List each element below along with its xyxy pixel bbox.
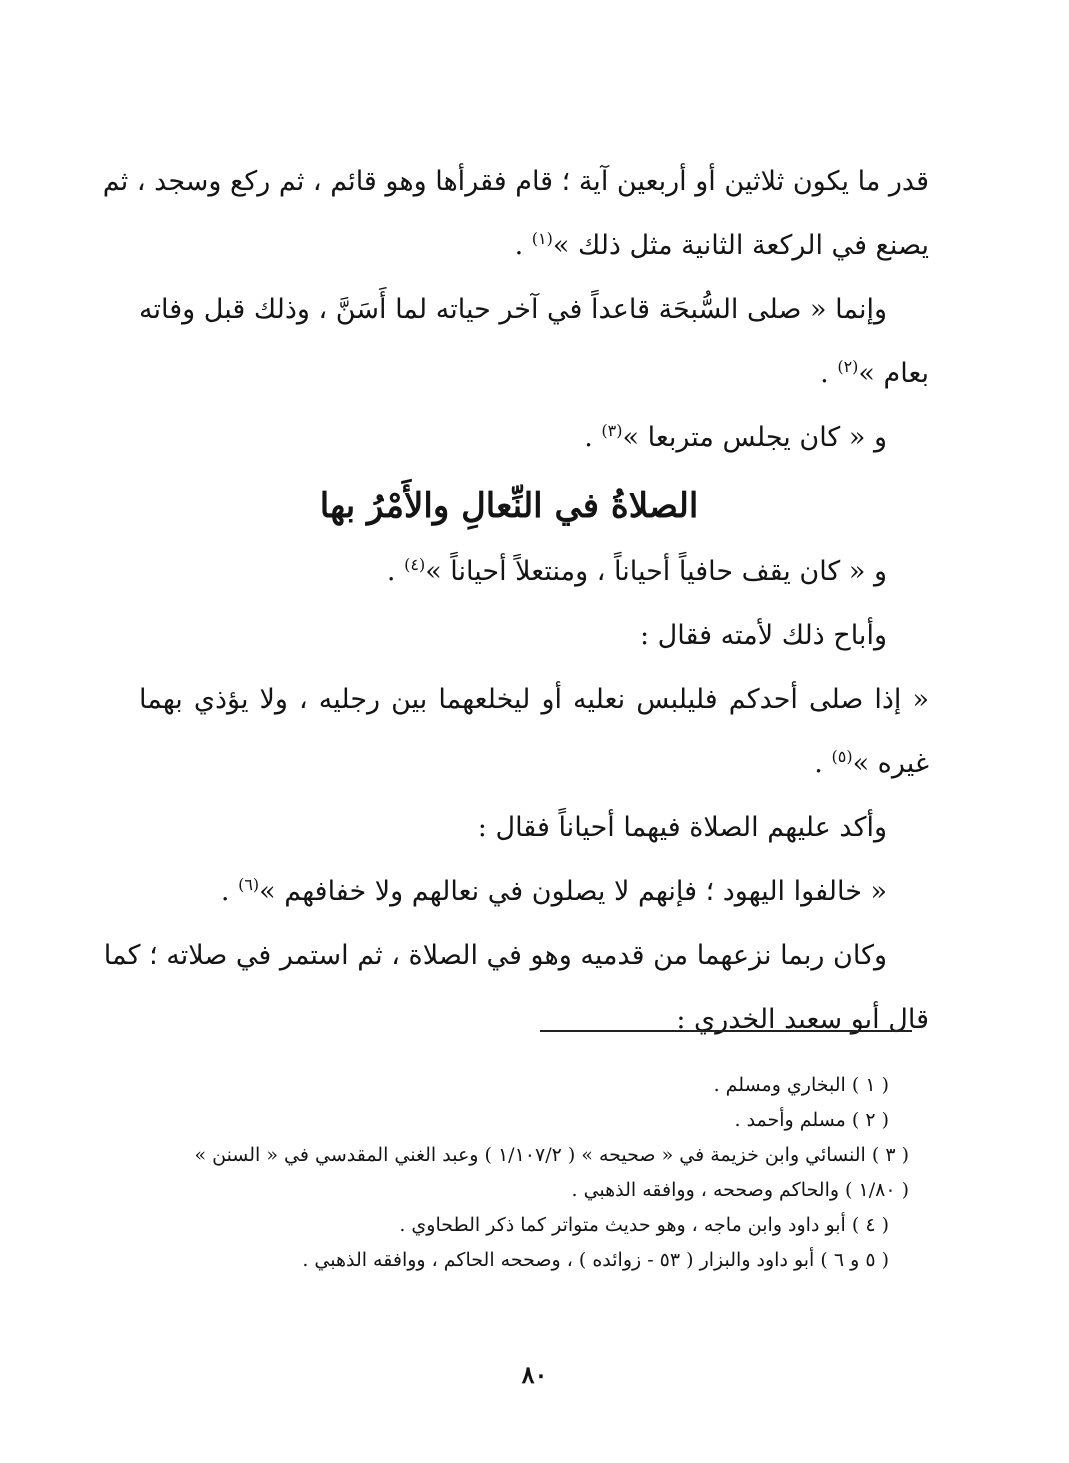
text-line (103, 924, 929, 988)
punctuation: . (514, 230, 524, 261)
main-text (102, 150, 929, 1052)
footnote-ref: (١) (531, 229, 553, 248)
punctuation: . (386, 556, 396, 587)
text-line (139, 342, 929, 406)
footnote-item: ( ٥ و ٦ ) أبو داود والبزار ( ٥٣ - زوائده ) ، وصححه الحاكم ، ووافقه الذهبي . (302, 1249, 889, 1271)
footnote-item: ( ٣ ) النسائي وابن خزيمة في « صحيحه » ( ١/١٠٧/٢ ) وعبد الغني المقدسي في « السنن » (194, 1144, 909, 1166)
footnotes (129, 1068, 909, 1278)
text-line (139, 406, 929, 470)
footnote-item: ( ١ ) البخاري ومسلم . (713, 1074, 889, 1096)
punctuation: . (584, 422, 593, 453)
text-line (139, 988, 929, 1052)
text-line (139, 860, 929, 924)
text-span: وأكد عليهم الصلاة فيهما أحياناً فقال : (477, 812, 887, 843)
punctuation: . (814, 748, 823, 779)
text-span: بعام » (858, 358, 929, 389)
page-number: ٨٠ (521, 1360, 548, 1389)
text-line (139, 796, 929, 860)
text-span: وكان ربما نزعهما من قدميه وهو في الصلاة ، ثم استمر في صلاته ؛ كما (103, 940, 887, 971)
text-span: قدر ما يكون ثلاثين أو أربعين آية ؛ قام فقرأها وهو قائم ، ثم ركع وسجد ، ثم (102, 166, 929, 197)
text-line (139, 540, 929, 604)
text-line (139, 278, 929, 342)
footnote-ref: (٣) (601, 421, 623, 440)
section-heading: الصلاةُ في النِّعالِ والأَمْرُ بها (319, 486, 699, 526)
footnote-ref: (٤) (404, 555, 426, 574)
footnote-item: ( ٤ ) أبو داود وابن ماجه ، وهو حديث متواتر كما ذكر الطحاوي . (399, 1214, 889, 1236)
footnote-ref: (٢) (837, 357, 859, 376)
text-line (102, 150, 929, 214)
punctuation: . (220, 876, 230, 907)
text-span: غيره » (852, 748, 929, 779)
text-span: و « كان يقف حافياً أحياناً ، ومنتعلاً أحياناً » (425, 556, 887, 587)
footnote-item: ( ٢ ) مسلم وأحمد . (734, 1109, 889, 1131)
text-span: يصنع في الركعة الثانية مثل ذلك » (552, 230, 929, 261)
text-line (139, 668, 929, 732)
text-span: و « كان يجلس متربعا » (622, 422, 887, 453)
footnote-ref: (٥) (831, 747, 853, 766)
text-span: « إذا صلى أحدكم فليلبس نعليه أو ليخلعهما بين رجليه ، ولا يؤذي بهما (139, 684, 929, 715)
text-line (139, 732, 929, 796)
text-span: وإنما « صلى السُّبحَة قاعداً في آخر حياته لما أَسَنَّ ، وذلك قبل وفاته (139, 294, 887, 325)
text-span: وأباح ذلك لأمته فقال : (639, 620, 887, 651)
punctuation: . (820, 358, 829, 389)
footnote-divider (540, 1030, 912, 1032)
footnote-ref: (٦) (238, 875, 260, 894)
text-span: قال أبو سعيد الخدري : (676, 1004, 929, 1035)
text-span: « خالفوا اليهود ؛ فإنهم لا يصلون في نعالهم ولا خفافهم » (259, 876, 887, 907)
text-line (139, 604, 929, 668)
footnote-item: ( ١/٨٠ ) والحاكم وصححه ، ووافقه الذهبي . (571, 1179, 909, 1201)
text-line (139, 214, 929, 278)
